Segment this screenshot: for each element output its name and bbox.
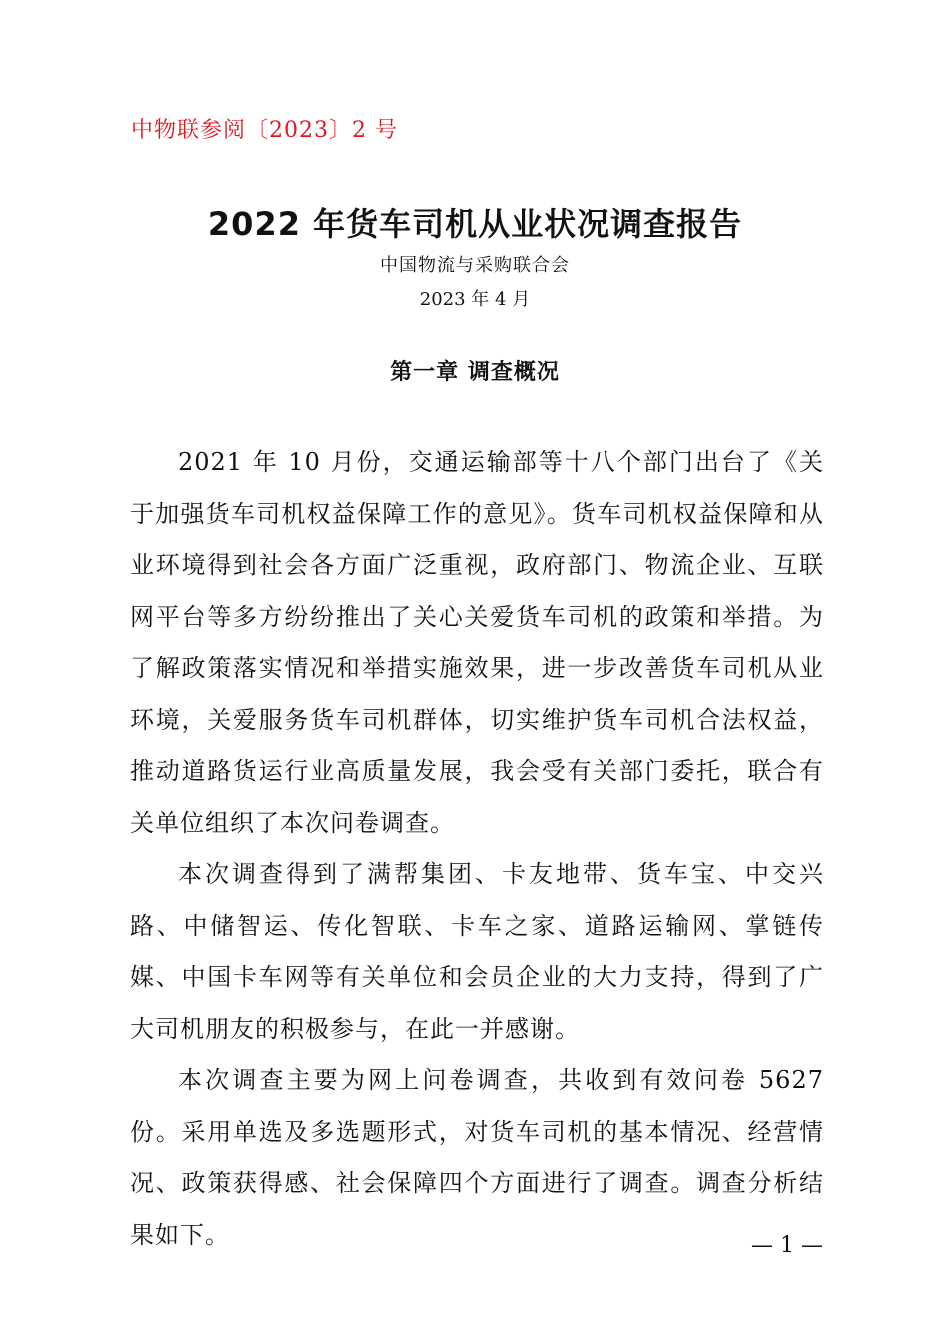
page-number: — 1 — [751,1233,823,1258]
organization-name: 中国物流与采购联合会 [380,255,570,276]
paragraph-methodology: 本次调查主要为网上问卷调查，共收到有效问卷 5627 份。采用单选及多选题形式，对货车司机的基本情况、经营情况、政策获得感、社会保障四个方面进行了调查。调查分析结果如下。 [130,1066,824,1249]
report-title: 2022 年货车司机从业状况调查报告 [207,205,743,243]
paragraph-acknowledgement: 本次调查得到了满帮集团、卡友地带、货车宝、中交兴路、中储智运、传化智联、卡车之家、道路运输网、掌链传媒、中国卡车网等有关单位和会员企业的大力支持，得到了广大司机朋友的积极参与，在此一并感谢。 [130,860,824,1043]
paragraph-background: 2021 年 10 月份，交通运输部等十八个部门出台了《关于加强货车司机权益保障工作的意见》。货车司机权益保障和从业环境得到社会各方面广泛重视，政府部门、物流企业、互联网平台等多方纷纷推出了关心关爱货车司机的政策和举措。为了解政策落实情况和举措实施效果，进一步改善货车司机从业环境，关爱服务货车司机群体，切实维护货车司机合法权益，推动道路货运行业高质量发展，我会受有关部门委托，联合有关单位组织了本次问卷调查。 [130,448,824,837]
body-text [130,437,824,1261]
chapter-title: 第一章 调查概况 [390,360,560,385]
report-date: 2023 年 4 月 [419,289,531,310]
document-number: 中物联参阅〔2023〕2 号 [131,118,398,143]
